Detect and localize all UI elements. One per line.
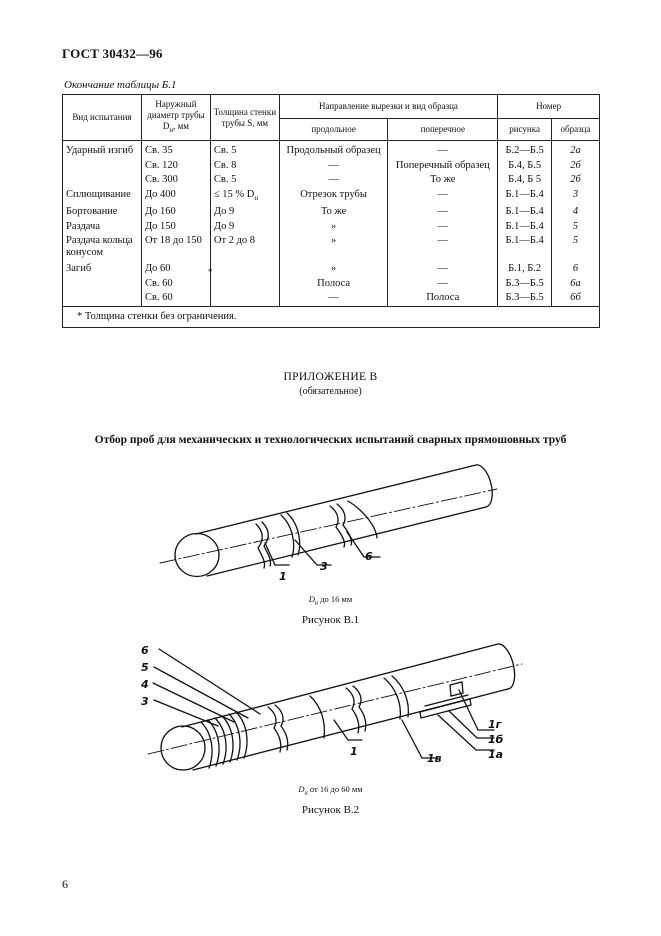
- cell-specimen: 5: [552, 234, 600, 262]
- section-title: Отбор проб для механических и технологических испытаний сварных прямошовных труб: [94, 434, 567, 446]
- cell-wall: От 2 до 8: [210, 234, 279, 262]
- header-figure: рисунка: [498, 119, 552, 141]
- cell-transverse: Поперечный образец: [388, 159, 498, 174]
- cell-diameter: Св. 120: [141, 159, 210, 174]
- cell-specimen: 2б: [552, 159, 600, 174]
- cell-specimen: 6б: [552, 291, 600, 306]
- cell-diameter: Св. 35: [141, 141, 210, 159]
- fig2-label-6: 6: [141, 644, 149, 657]
- cell-wall: До 9: [210, 205, 279, 220]
- cell-longitudinal: —: [279, 159, 388, 174]
- cell-specimen: 2б: [552, 173, 600, 188]
- fig2-label-3: 3: [141, 695, 149, 708]
- cell-diameter: От 18 до 150: [141, 234, 210, 262]
- cell-longitudinal: »: [279, 262, 388, 277]
- cell-wall: До 9: [210, 220, 279, 235]
- document-header: ГОСТ 30432—96: [62, 46, 163, 61]
- cell-transverse: —: [388, 141, 498, 159]
- cell-longitudinal: »: [279, 220, 388, 235]
- cell-transverse: —: [388, 188, 498, 206]
- cell-longitudinal: Отрезок трубы: [279, 188, 388, 206]
- cell-figure: Б.1—Б.4: [498, 220, 552, 235]
- appendix-title: ПРИЛОЖЕНИЕ В: [283, 371, 378, 383]
- header-direction: Направление вырезки и вид образца: [279, 95, 497, 119]
- header-test-type: Вид испытания: [63, 95, 142, 141]
- fig2-label-1b: 1б: [488, 733, 504, 746]
- fig2-label-1: 1: [350, 745, 358, 758]
- fig2-label-1g: 1г: [488, 718, 502, 731]
- page-number: 6: [62, 877, 68, 891]
- header-specimen: образца: [552, 119, 600, 141]
- fig2-label-5: 5: [141, 661, 149, 674]
- cell-figure: Б.1—Б.4: [498, 188, 552, 206]
- cell-wall: ≤ 15 % $D_н$: [210, 188, 279, 206]
- cell-longitudinal: —: [279, 291, 388, 306]
- cell-figure: Б.4, Б.5: [498, 159, 552, 174]
- cell-figure: Б.3—Б.5: [498, 291, 552, 306]
- figure1-range-note: $D_н$ до 16 мм: [308, 594, 353, 607]
- fig2-label-4: 4: [141, 678, 149, 691]
- cell-longitudinal: »: [279, 234, 388, 262]
- figure2-range-note: $D_н$ от 16 до 60 мм: [298, 784, 363, 797]
- fig1-label-3: 3: [320, 560, 328, 573]
- table-caption: Окончание таблицы Б.1: [64, 79, 177, 91]
- cell-figure: Б.4, Б 5: [498, 173, 552, 188]
- cell-test: Раздача кольца конусом: [63, 234, 142, 262]
- cell-figure: Б.3—Б.5: [498, 277, 552, 292]
- header-transverse: поперечное: [388, 119, 498, 141]
- figure2-caption: Рисунок В.2: [301, 804, 360, 816]
- header-number: Номер: [498, 95, 600, 119]
- table-footnote: * Толщина стенки без ограничения.: [63, 306, 600, 327]
- cell-figure: Б.1—Б.4: [498, 205, 552, 220]
- cell-wall: Св. 5: [210, 141, 279, 159]
- cell-transverse: —: [388, 205, 498, 220]
- cell-wall: *: [210, 262, 279, 277]
- header-wall-thickness: Толщина стенки трубы S, мм: [210, 95, 279, 141]
- cell-transverse: —: [388, 262, 498, 277]
- cell-transverse: —: [388, 220, 498, 235]
- cell-specimen: 2а: [552, 141, 600, 159]
- fig2-label-1v: 1в: [427, 752, 442, 765]
- cell-test: Ударный изгиб: [63, 141, 142, 159]
- cell-wall: Св. 5: [210, 173, 279, 188]
- cell-test: Сплющивание: [63, 188, 142, 206]
- cell-diameter: Св. 300: [141, 173, 210, 188]
- header-outer-diameter: Наружный диаметр трубы $D_н$, мм: [141, 95, 210, 141]
- cell-transverse: Полоса: [388, 291, 498, 306]
- cell-figure: Б.2—Б.5: [498, 141, 552, 159]
- cell-diameter: Св. 60: [141, 291, 210, 306]
- cell-figure: Б.1—Б.4: [498, 234, 552, 262]
- cell-longitudinal: Продольный образец: [279, 141, 388, 159]
- cell-transverse: То же: [388, 173, 498, 188]
- figure-b1-pipe: [160, 465, 497, 577]
- header-longitudinal: продольное: [279, 119, 388, 141]
- cell-diameter: До 60: [141, 262, 210, 277]
- cell-test: Бортование: [63, 205, 142, 220]
- cell-diameter: До 150: [141, 220, 210, 235]
- cell-specimen: 6: [552, 262, 600, 277]
- cell-specimen: 4: [552, 205, 600, 220]
- cell-specimen: 6а: [552, 277, 600, 292]
- fig1-label-6: 6: [365, 550, 373, 563]
- cell-longitudinal: Полоса: [279, 277, 388, 292]
- cell-diameter: До 400: [141, 188, 210, 206]
- cell-specimen: 3: [552, 188, 600, 206]
- cell-transverse: —: [388, 234, 498, 262]
- cell-test: Раздача: [63, 220, 142, 235]
- cell-wall: Св. 8: [210, 159, 279, 174]
- cell-longitudinal: —: [279, 173, 388, 188]
- cell-transverse: —: [388, 277, 498, 292]
- fig2-label-1a: 1а: [488, 748, 504, 761]
- figure1-caption: Рисунок В.1: [301, 614, 360, 626]
- cell-longitudinal: То же: [279, 205, 388, 220]
- cell-specimen: 5: [552, 220, 600, 235]
- cell-diameter: До 160: [141, 205, 210, 220]
- cell-test: Загиб: [63, 262, 142, 277]
- fig1-label-1: 1: [279, 570, 287, 583]
- figure-b2-pipe: [148, 644, 522, 770]
- appendix-status: (обязательное): [299, 386, 362, 397]
- cell-diameter: Св. 60: [141, 277, 210, 292]
- cell-figure: Б.1, Б.2: [498, 262, 552, 277]
